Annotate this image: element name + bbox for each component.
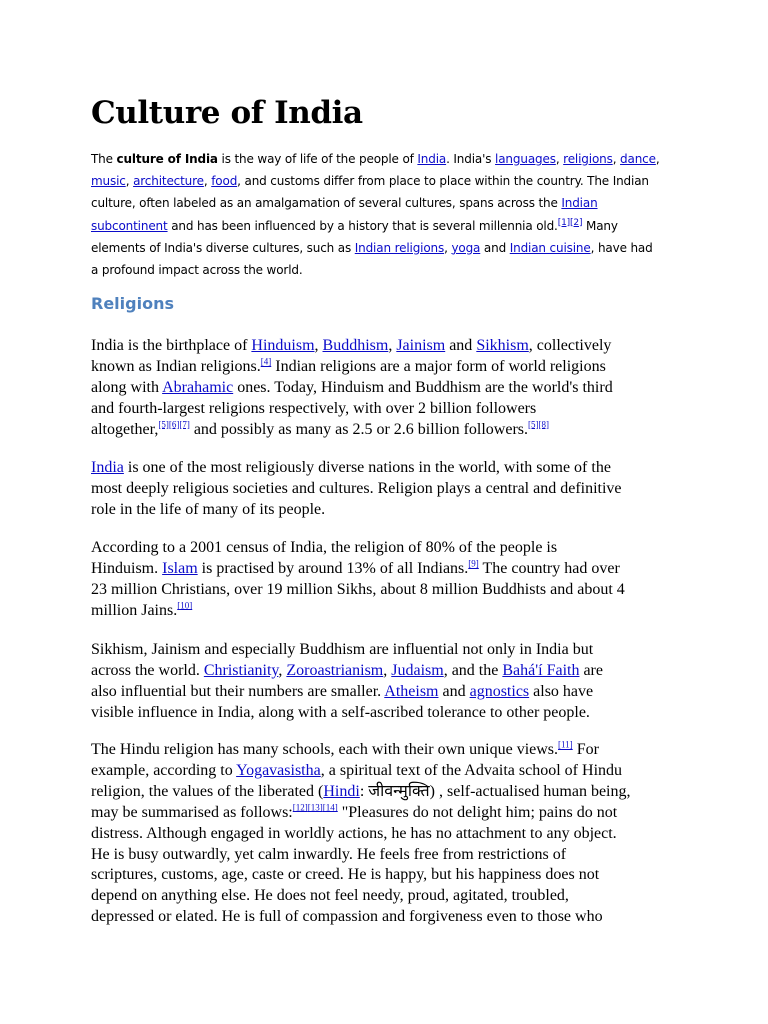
text-line	[91, 782, 691, 803]
text-run: also have	[529, 682, 594, 700]
text-line	[91, 703, 691, 724]
text-line	[91, 479, 691, 500]
text-run: ,	[383, 661, 392, 679]
text-line	[91, 865, 691, 886]
text-run: . India's	[446, 152, 496, 166]
text-run: For	[572, 741, 599, 758]
text-run: known as Indian religions.	[91, 357, 261, 375]
text-run: elements of India's diverse cultures, such as	[91, 240, 355, 255]
text-run: depressed or elated. He is full of compassion and forgiveness even to those who	[91, 908, 603, 926]
citation	[293, 802, 338, 812]
text-run: most deeply religious societies and cultures. Religion plays a central and definitive	[91, 479, 622, 497]
link-yoga[interactable]: yoga	[451, 240, 481, 255]
text-run: religion, the values of the liberated (	[91, 782, 324, 800]
text-run: According to a 2001 census of India, the religion of 80% of the people is	[91, 539, 558, 556]
text-run: , have had	[590, 240, 653, 255]
link-indian-religions[interactable]: Indian religions	[354, 240, 445, 255]
paragraph-influence	[91, 640, 691, 724]
citation	[261, 357, 272, 367]
link-india[interactable]: India	[417, 152, 447, 166]
paragraph-census	[91, 538, 691, 622]
text-run: and fourth-largest religions respectively, with over 2 billion followers	[91, 399, 537, 417]
link-food[interactable]: food	[211, 174, 238, 189]
text-run: and possibly as many as 2.5 or 2.6 billion followers.	[189, 420, 529, 438]
text-run: Sikhism, Jainism and especially Buddhism are influential not only in India but	[91, 641, 594, 658]
text-line	[91, 538, 691, 559]
citation-link[interactable]: [4]	[260, 356, 272, 367]
text-run: He is busy outwardly, yet calm inwardly. He feels free from restrictions of	[91, 845, 567, 863]
text-line	[91, 580, 691, 601]
text-line	[91, 215, 691, 237]
text-line	[91, 640, 691, 661]
text-line	[91, 259, 691, 281]
text-run: and has been influenced by a history that is several millennia old.	[167, 218, 558, 233]
link-bahai-faith[interactable]: Bahá'í Faith	[502, 661, 580, 679]
citation-link[interactable]: [7]	[179, 419, 190, 430]
text-run: India is the birthplace of	[91, 337, 252, 354]
text-run: , and customs differ from place to place within the country. The Indian	[237, 174, 649, 189]
text-run: along with	[91, 378, 163, 396]
text-line	[91, 357, 691, 378]
text-run: across the world.	[91, 661, 204, 679]
text-line	[91, 336, 691, 357]
citation-link[interactable]: [6]	[168, 419, 180, 430]
text-run: ,	[278, 661, 287, 679]
text-line	[91, 399, 691, 420]
text-run: culture, often labeled as an amalgamation of several cultures, spans across the	[91, 196, 562, 211]
text-line	[91, 661, 691, 682]
text-run: ones. Today, Hinduism and Buddhism are the world's third	[233, 378, 613, 396]
text-run: ,	[125, 174, 134, 189]
link-yogavasistha[interactable]: Yogavasistha	[236, 761, 321, 779]
link-architecture[interactable]: architecture	[133, 174, 204, 189]
text-run: Many	[582, 218, 618, 233]
text-line	[91, 761, 691, 782]
text-run: ,	[314, 337, 323, 354]
text-run: The	[91, 152, 117, 166]
citation	[177, 600, 192, 610]
section-heading-religions: Religions	[91, 294, 174, 313]
text-run: , and the	[443, 661, 503, 679]
citation-link[interactable]: [5]	[528, 419, 539, 430]
text-run: is one of the most religiously diverse nations in the world, with some of the	[123, 459, 611, 476]
link-music[interactable]: music	[91, 174, 126, 189]
link-jainism[interactable]: Jainism	[396, 337, 446, 354]
link-zoroastrianism[interactable]: Zoroastrianism	[286, 661, 384, 679]
text-line	[91, 378, 691, 399]
text-run: also influential but their numbers are smaller.	[91, 682, 385, 700]
text-run: ,	[555, 152, 564, 166]
text-run: ,	[612, 152, 621, 166]
text-line	[91, 740, 691, 761]
text-run: , a spiritual text of the Advaita school of Hindu	[320, 761, 623, 779]
citation-link[interactable]: [10]	[177, 600, 193, 611]
link-agnostics[interactable]: agnostics	[469, 682, 530, 700]
link-indian-cuisine[interactable]: Indian cuisine	[509, 240, 591, 255]
paragraph-birthplace	[91, 336, 691, 441]
text-run: The Hindu religion has many schools, each with their own unique views.	[91, 741, 559, 758]
page-title: Culture of India	[91, 95, 363, 131]
citation	[158, 419, 190, 429]
citation-link[interactable]: [9]	[468, 558, 479, 569]
citation-link[interactable]: [8]	[538, 419, 550, 430]
citation	[528, 419, 549, 429]
text-line	[91, 237, 691, 259]
link-sikhism[interactable]: Sikhism	[476, 337, 529, 354]
text-run: , collectively	[528, 337, 612, 354]
text-run: ,	[203, 174, 212, 189]
citation-link[interactable]: [11]	[558, 739, 573, 750]
text-run: depend on anything else. He does not feel needy, proud, agitated, troubled,	[91, 887, 569, 905]
citation	[558, 740, 573, 750]
text-run: Hinduism.	[91, 559, 163, 577]
link-hindi[interactable]: Hindi	[323, 782, 360, 800]
link-indian-subcontinent[interactable]: subcontinent	[91, 218, 168, 233]
link-languages[interactable]: languages	[495, 152, 556, 166]
text-run: ,	[444, 240, 452, 255]
citation-link[interactable]: [1]	[557, 217, 571, 228]
citation-link[interactable]: [2]	[570, 217, 583, 228]
text-run: and	[480, 240, 510, 255]
text-run: may be summarised as follows:	[91, 803, 293, 821]
text-run: are	[579, 661, 603, 679]
link-islam[interactable]: Islam	[162, 559, 198, 577]
text-run: example, according to	[91, 761, 237, 779]
text-run: "Pleasures do not delight him; pains do not	[337, 803, 618, 821]
text-line	[91, 601, 691, 622]
text-run: million Jains.	[91, 601, 178, 619]
bold-term: culture of India	[116, 152, 218, 166]
link-abrahamic[interactable]: Abrahamic	[162, 378, 234, 396]
link-indian-subcontinent[interactable]: Indian	[561, 196, 598, 211]
text-line	[91, 148, 691, 170]
citation	[558, 218, 583, 228]
text-run: The country had over	[478, 559, 620, 577]
text-run: ,	[655, 152, 660, 166]
link-buddhism[interactable]: Buddhism	[322, 337, 389, 354]
text-line	[91, 192, 691, 214]
text-line	[91, 170, 691, 192]
text-line	[91, 803, 691, 824]
text-run: 23 million Christians, over 19 million Sikhs, about 8 million Buddhists and about 4	[91, 580, 625, 598]
text-line	[91, 907, 691, 928]
text-line	[91, 420, 691, 441]
paragraph-diversity	[91, 458, 691, 521]
text-run: visible influence in India, along with a self-ascribed tolerance to other people.	[91, 703, 590, 721]
text-run: scriptures, customs, age, caste or creed. He is happy, but his happiness does not	[91, 866, 600, 884]
link-india[interactable]: India	[91, 459, 124, 476]
text-line	[91, 458, 691, 479]
text-run: Indian religions are a major form of world religions	[271, 357, 606, 375]
text-line	[91, 559, 691, 580]
text-run: altogether,	[91, 420, 159, 438]
citation-link[interactable]: [5]	[158, 419, 169, 430]
intro-paragraph	[91, 148, 691, 281]
link-religions[interactable]: religions	[563, 152, 613, 166]
citation-link[interactable]: [13]	[307, 802, 323, 813]
text-line	[91, 886, 691, 907]
link-dance[interactable]: dance	[620, 152, 656, 166]
text-run: and	[438, 682, 470, 700]
text-run: : जीवन्मुक्ति) , self-actualised human being,	[359, 782, 631, 800]
text-line	[91, 824, 691, 845]
text-run: is practised by around 13% of all Indians.	[197, 559, 469, 577]
text-run: distress. Although engaged in worldly actions, he has no attachment to any object.	[91, 824, 617, 842]
text-run: is the way of life of the people of	[217, 152, 418, 166]
link-christianity[interactable]: Christianity	[203, 661, 279, 679]
paragraph-hindu-schools	[91, 740, 691, 928]
text-run: ,	[388, 337, 397, 354]
text-run: and	[445, 337, 477, 354]
text-line	[91, 682, 691, 703]
text-line	[91, 845, 691, 866]
citation-link[interactable]: [14]	[322, 802, 338, 813]
link-judaism[interactable]: Judaism	[391, 661, 444, 679]
link-hinduism[interactable]: Hinduism	[251, 337, 315, 354]
text-line	[91, 500, 691, 521]
text-run: role in the life of many of its people.	[91, 500, 326, 518]
citation-link[interactable]: [12]	[292, 802, 308, 813]
link-atheism[interactable]: Atheism	[384, 682, 439, 700]
text-run: a profound impact across the world.	[91, 263, 303, 278]
citation	[468, 559, 479, 569]
